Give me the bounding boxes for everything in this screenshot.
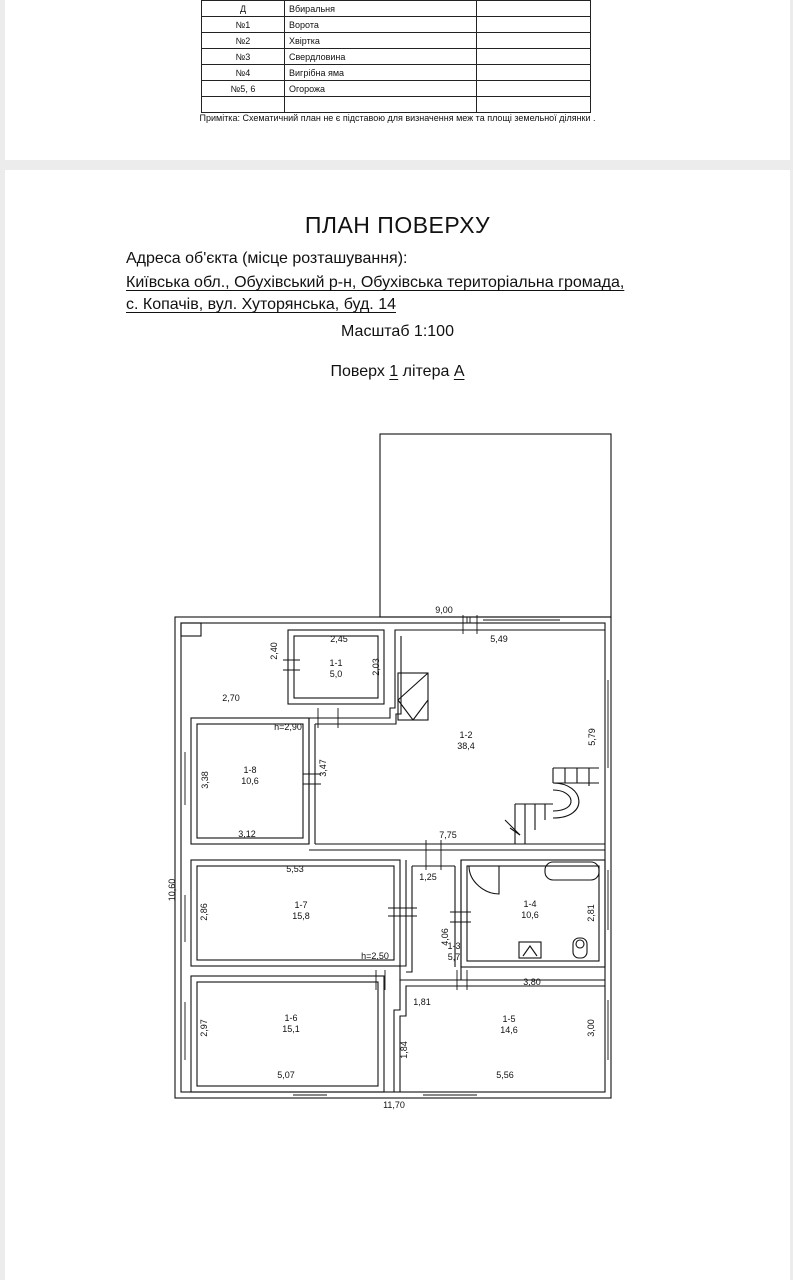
room-id-1-1: 1-1 [329,658,343,668]
room-area-1-7: 15,8 [292,911,310,921]
legend-row [202,1,591,17]
dimension-d_270: 2,70 [222,693,240,703]
dimension-d_203: 2,03 [371,658,381,676]
legend-cell-name: Вигрібна яма [285,65,477,81]
legend-row [202,33,591,49]
dimension-h_290: h=2,90 [274,722,302,732]
floor-prefix: Поверх [330,363,390,380]
room-id-1-4: 1-4 [523,899,537,909]
floor-plan-drawing [5,170,790,1280]
room-area-1-1: 5,0 [329,669,343,679]
dimension-d_775: 7,75 [439,830,457,840]
legend-cell-code: №1 [202,17,285,33]
legend-cell-code: Д [202,1,285,17]
legend-row [202,17,591,33]
legend-cell-extra [477,97,591,113]
annex-outline [380,434,611,617]
dimension-d_300: 3,00 [586,1019,596,1037]
dimension-d_338: 3,38 [200,771,210,789]
legend-cell-code [202,97,285,113]
dimension-d_181: 1,81 [413,997,431,1007]
dimension-d_297: 2,97 [199,1019,209,1037]
legend-cell-extra [477,49,591,65]
dimension-d_281: 2,81 [586,904,596,922]
room-area-1-5: 14,6 [500,1025,518,1035]
legend-cell-name: Ворота [285,17,477,33]
legend-table [201,0,591,113]
dimension-d_184: 1,84 [399,1041,409,1059]
legend-row [202,81,591,97]
dimension-d_125: 1,25 [419,872,437,882]
room-id-1-7: 1-7 [294,900,308,910]
floor-letter: А [453,363,465,380]
dimension-d_240: 2,40 [269,642,279,660]
legend-cell-code: №4 [202,65,285,81]
address-line-1: Київська обл., Обухівський р-н, Обухівська територіальна громада, [126,274,625,291]
dimension-total_width: 11,70 [383,1100,405,1110]
legend-cell-extra [477,65,591,81]
legend-row [202,49,591,65]
legend-cell-code: №2 [202,33,285,49]
room-id-1-2: 1-2 [459,730,473,740]
room-area-1-8: 10,6 [241,776,259,786]
dimension-d_312: 3,12 [238,829,256,839]
dimension-d_380: 3,80 [523,977,541,987]
legend-cell-name: Свердловина [285,49,477,65]
dimension-d_507: 5,07 [277,1070,295,1080]
dimension-d_549: 5,49 [490,634,508,644]
legend-cell-name: Хвіртка [285,33,477,49]
legend-note: Примітка: Схематичний план не є підставою для визначення меж та площі земельної ділянки . [199,113,596,123]
scale-text: Масштаб 1:100 [341,323,454,340]
floor-plan-page [5,170,790,1280]
dimension-d_286: 2,86 [199,903,209,921]
dimension-top_width: 9,00 [435,605,453,615]
legend-cell-name [285,97,477,113]
room-area-1-6: 15,1 [282,1024,300,1034]
legend-cell-code: №5, 6 [202,81,285,97]
room-id-1-5: 1-5 [502,1014,516,1024]
dimension-total_depth: 10,60 [167,878,177,902]
legend-cell-name: Огорожа [285,81,477,97]
legend-row [202,65,591,81]
legend-cell-extra [477,17,591,33]
legend-cell-extra [477,1,591,17]
legend-cell-extra [477,33,591,49]
previous-page [5,0,790,160]
room-area-1-2: 38,4 [457,741,475,751]
dimension-d_579: 5,79 [587,728,597,746]
page-title: ПЛАН ПОВЕРХУ [304,212,491,238]
floor-number: 1 [389,363,399,380]
address-label: Адреса об'єкта (місце розташування): [126,250,408,267]
legend-cell-extra [477,81,591,97]
legend-cell-code: №3 [202,49,285,65]
room-id-1-6: 1-6 [284,1013,298,1023]
dimension-h_250: h=2,50 [361,951,389,961]
address-line-2: с. Копачів, вул. Хуторянська, буд. 14 [126,296,396,313]
floor-mid: літера [398,363,454,380]
dimension-d_245: 2,45 [330,634,348,644]
dimension-d_556: 5,56 [496,1070,514,1080]
room-id-1-3: 1-3 [447,941,461,951]
room-id-1-8: 1-8 [243,765,257,775]
room-area-1-3: 5,7 [447,952,461,962]
room-area-1-4: 10,6 [521,910,539,920]
dimension-d_347: 3,47 [318,759,328,777]
dimension-d_553: 5,53 [286,864,304,874]
dimension-d_406: 4,06 [440,928,450,946]
legend-cell-name: Вбиральня [285,1,477,17]
legend-row [202,97,591,113]
